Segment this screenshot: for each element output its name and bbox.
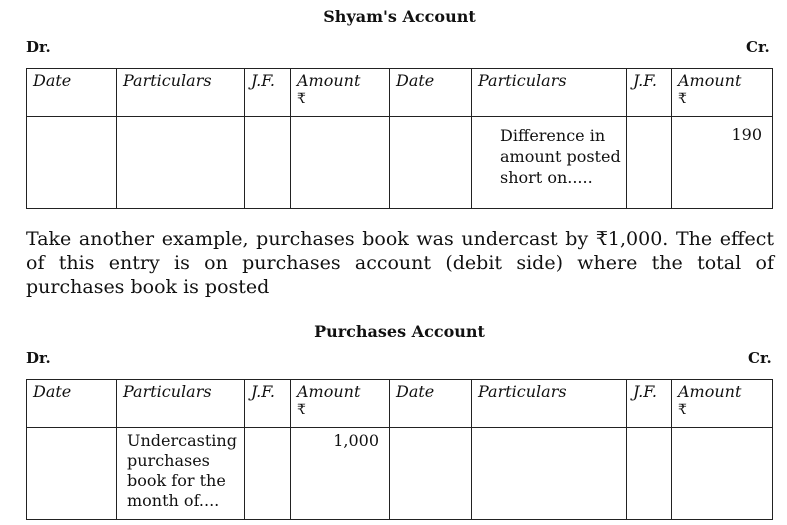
entry-particulars-dr (117, 428, 245, 520)
entry-date-cr-text (390, 428, 471, 436)
rupee-symbol: ₹ (678, 402, 687, 418)
entry-particulars-cr (472, 428, 627, 520)
purchases-account-title: Purchases Account (314, 322, 485, 341)
header-particulars-dr: Particulars (117, 69, 245, 117)
header-date-dr: Date (27, 69, 117, 117)
header-jf-cr: J.F. (627, 380, 672, 428)
purchases-ledger-table (26, 379, 773, 520)
header-particulars-dr: Particulars (117, 380, 245, 428)
entry-particulars-dr-text: Undercasting purchases book for the month of.... (127, 431, 237, 510)
header-amount-cr (672, 380, 773, 428)
entry-particulars-dr-text (117, 117, 244, 125)
header-amount-cr (672, 69, 773, 117)
entry-particulars-cr-text: Difference in amount posted short on..... (500, 126, 621, 187)
entry-jf-cr-text (627, 117, 671, 125)
ledger-header-row (27, 69, 773, 117)
entry-amount-dr (291, 428, 390, 520)
header-date-cr: Date (390, 69, 472, 117)
header-amount-label: Amount (678, 382, 742, 401)
entry-date-dr-text (27, 117, 116, 125)
entry-jf-cr (627, 117, 672, 209)
entry-date-dr-text (27, 428, 116, 436)
body-paragraph: Take another example, purchases book was undercast by ₹1,000. The effect of this entry is on purchases account (debit side) where the total of purchases book is posted (26, 228, 774, 298)
header-amount-dr (291, 69, 390, 117)
rupee-symbol: ₹ (678, 91, 687, 107)
entry-jf-dr-text (245, 428, 290, 436)
entry-amount-cr-text (672, 428, 772, 436)
entry-jf-dr (245, 117, 291, 209)
entry-date-cr (390, 117, 472, 209)
entry-jf-cr (627, 428, 672, 520)
entry-jf-cr-text (627, 428, 671, 436)
ledger-entry-row (27, 117, 773, 209)
entry-jf-dr (245, 428, 291, 520)
header-amount-label: Amount (297, 382, 361, 401)
entry-amount-dr (291, 117, 390, 209)
shyam-account-title: Shyam's Account (323, 7, 476, 26)
header-amount-label: Amount (678, 71, 742, 90)
header-particulars-cr: Particulars (472, 380, 627, 428)
entry-particulars-cr (472, 117, 627, 209)
entry-amount-cr (672, 117, 773, 209)
header-amount-label: Amount (297, 71, 361, 90)
ledger-header-row (27, 380, 773, 428)
header-date-dr: Date (27, 380, 117, 428)
ledger-entry-row (27, 428, 773, 520)
entry-amount-cr-text: 190 (731, 125, 762, 144)
entry-particulars-dr (117, 117, 245, 209)
entry-date-dr (27, 428, 117, 520)
header-particulars-cr: Particulars (472, 69, 627, 117)
entry-amount-cr (672, 428, 773, 520)
entry-jf-dr-text (245, 117, 290, 125)
entry-date-cr (390, 428, 472, 520)
header-jf-cr: J.F. (627, 69, 672, 117)
entry-amount-dr-text (291, 117, 389, 125)
shyam-dr-label: Dr. (26, 38, 51, 56)
header-jf-dr: J.F. (245, 380, 291, 428)
purchases-dr-label: Dr. (26, 349, 51, 367)
entry-particulars-cr-text (472, 428, 626, 436)
shyam-ledger-table (26, 68, 773, 209)
rupee-symbol: ₹ (297, 402, 306, 418)
entry-date-dr (27, 117, 117, 209)
entry-amount-dr-text: 1,000 (333, 431, 379, 450)
header-date-cr: Date (390, 380, 472, 428)
entry-date-cr-text (390, 117, 471, 125)
rupee-symbol: ₹ (297, 91, 306, 107)
header-jf-dr: J.F. (245, 69, 291, 117)
shyam-cr-label: Cr. (746, 38, 770, 56)
purchases-cr-label: Cr. (748, 349, 772, 367)
header-amount-dr (291, 380, 390, 428)
